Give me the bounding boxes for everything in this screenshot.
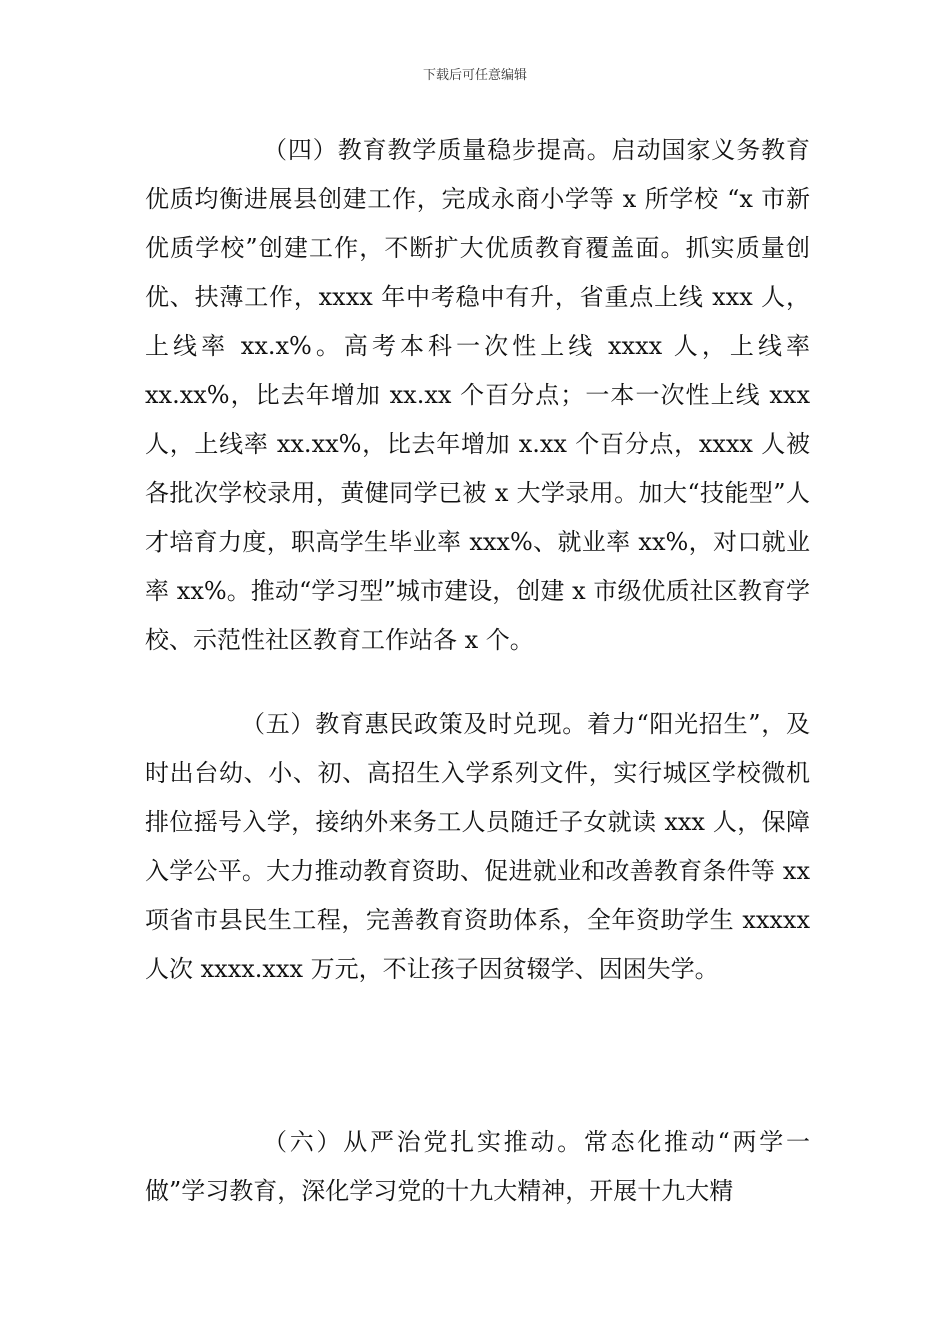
paragraph-education-policy: （五）教育惠民政策及时兑现。着力“阳光招生”，及时出台幼、小、初、高招生入学系列文件，实行城区学校微机排位摇号入学，接纳外来务工人员随迁子女就读 xxx 人，保障入学公平。大力推动教育资助、促进就业和改善教育条件等 xx 项省市县民生工程，完善教育资助体系，全年资助学生 xxxxx 人次 xxxx.xxx 万元，不让孩子因贫辍学、因困失学。 (145, 710, 810, 983)
paragraph-party-discipline: （六）从严治党扎实推动。常态化推动“两学一做”学习教育，深化学习党的十九大精神，开展十九大精 (145, 1128, 810, 1205)
page-header-note: 下载后可任意编辑 (422, 68, 527, 83)
paragraph-education-quality: （四）教育教学质量稳步提高。启动国家义务教育优质均衡进展县创建工作，完成永商小学等 x 所学校 “x 市新优质学校”创建工作，不断扩大优质教育覆盖面。抓实质量创优、扶薄工作，xxxx 年中考稳中有升，省重点上线 xxx 人，上线率 xx.x%。高考本科一次性上线 xxxx 人，上线率 xx.xx%，比去年增加 xx.xx 个百分点；一本一次性上线 xxx 人，上线率 xx.xx%，比去年增加 x.xx 个百分点，xxxx 人被各批次学校录用，黄健同学已被 x 大学录用。加大“技能型”人才培育力度，职高学生毕业率 xxx%、就业率 xx%，对口就业率 xx%。推动“学习型”城市建设，创建 x 市级优质社区教育学校、示范性社区教育工作站各 x 个。 (145, 136, 810, 654)
